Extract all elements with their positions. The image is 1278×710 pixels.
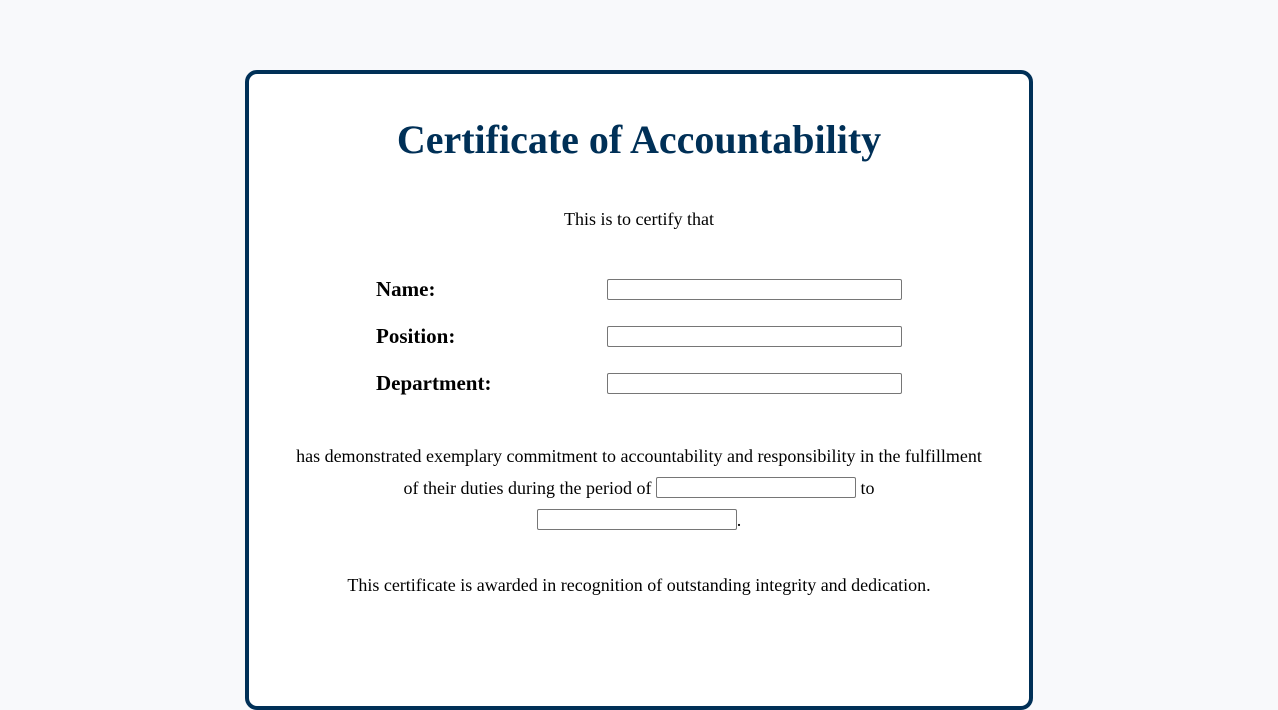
name-label: Name: [376, 277, 436, 301]
intro-text: This is to certify that [564, 209, 714, 229]
commitment-text: has demonstrated exemplary commitment to accountability and responsibility in the fulfillment of their duties during the period of [296, 446, 982, 498]
position-input[interactable] [607, 326, 902, 347]
period-end-input[interactable] [537, 509, 737, 530]
certificate-title: Certificate of Accountability [396, 117, 882, 162]
certificate-card [245, 70, 1033, 710]
to-word: to [860, 478, 875, 498]
position-label: Position: [376, 324, 456, 348]
period-start-input[interactable] [656, 477, 856, 498]
end-punctuation: . [736, 510, 742, 530]
closing-text: This certificate is awarded in recognition of outstanding integrity and dedication. [347, 575, 931, 595]
name-input[interactable] [607, 279, 902, 300]
commitment-paragraph [289, 440, 989, 536]
department-input[interactable] [607, 373, 902, 394]
department-label: Department: [376, 371, 492, 395]
